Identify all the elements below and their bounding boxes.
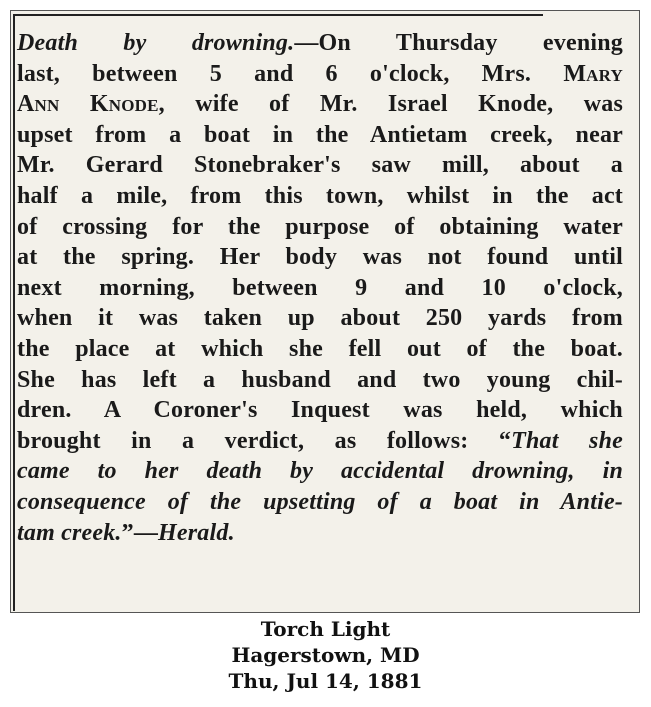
article-line-9: next morning, between 9 and 10 o'clock, [17, 274, 623, 301]
article-line-6: half a mile, from this town, whilst in the act [17, 182, 623, 209]
caption-location: Hagerstown, MD [231, 643, 420, 667]
clipping-column-rule-top [13, 14, 543, 16]
article-line-2: last, between 5 and 6 o'clock, Mrs. Mary [17, 60, 623, 87]
article-line-11: the place at which she fell out of the boat. [17, 335, 623, 362]
article-heading: Death by drowning. [17, 30, 295, 56]
article-line-12: She has left a husband and two young chil- [17, 366, 623, 393]
article-line-10: when it was taken up about 250 yards from [17, 305, 623, 332]
article-line-7: of crossing for the purpose of obtaining water [17, 213, 623, 240]
caption-publication: Torch Light [260, 617, 391, 641]
article-line-3: Ann Knode, wife of Mr. Israel Knode, was [17, 91, 623, 118]
article-line-16: consequence of the upsetting of a boat in Antie- [17, 488, 623, 515]
article-line-15: came to her death by accidental drowning, in [17, 458, 623, 485]
article-line-1: Death by drowning.—On Thursday evening [17, 30, 624, 56]
article-line-17: tam creek.”—Herald. [17, 519, 235, 546]
article-line-4: upset from a boat in the Antietam creek, near [17, 121, 623, 148]
clipping-column-rule-left [13, 14, 15, 611]
article-line-8: at the spring. Her body was not found until [17, 244, 623, 271]
article-text [17, 28, 623, 548]
article-line-14: brought in a verdict, as follows: “That she [17, 427, 623, 454]
article-line-5: Mr. Gerard Stonebraker's saw mill, about a [17, 152, 623, 179]
article-line-13: dren. A Coroner's Inquest was held, which [17, 397, 623, 424]
caption-date: Thu, Jul 14, 1881 [228, 669, 423, 693]
article-source: Herald. [158, 519, 235, 546]
